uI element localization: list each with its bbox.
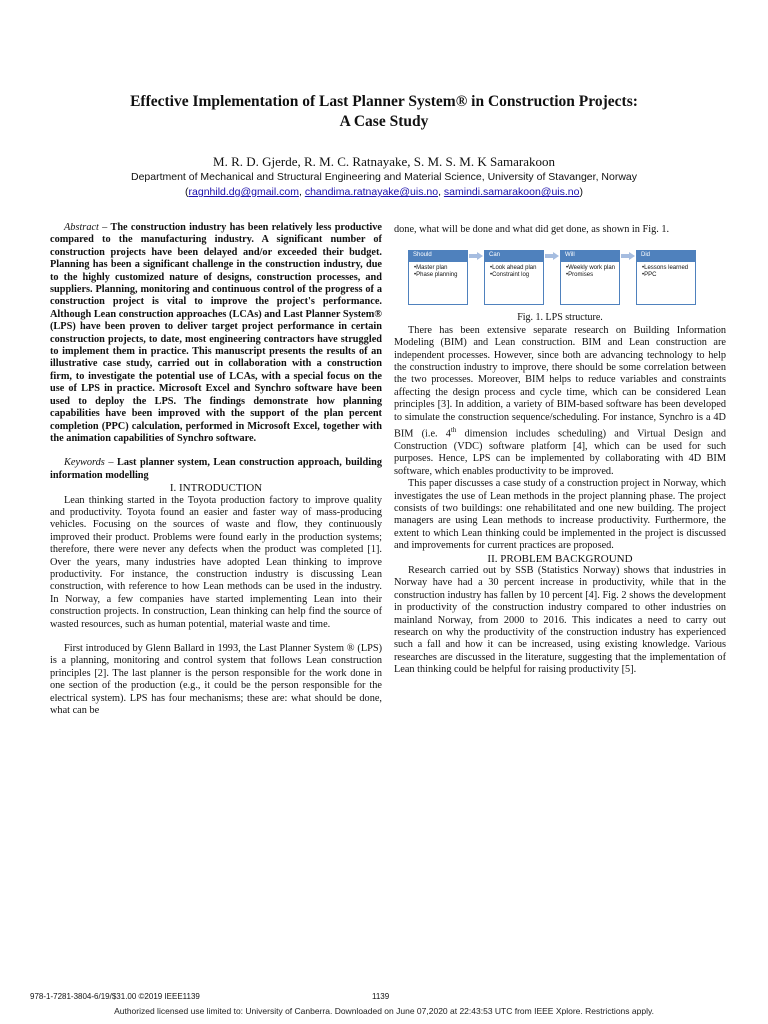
- paren-close: ): [579, 186, 583, 198]
- left-column: [50, 222, 382, 717]
- keywords: [50, 457, 382, 482]
- arrow-right-icon: [469, 252, 483, 260]
- paper-title: [40, 92, 728, 132]
- case-study-paragraph: This paper discusses a case study of a construction project in Norway, which investigates the use of Lean methods in the project planning phase. The project consists of two buildings: one rehabilitated and one new building. The project managers are using Lean methods to increase productivity. Furthermore, the extent to which Lean thinking could be implemented in the project is discussed and improvements for current practices are proposed.: [394, 478, 726, 552]
- bim-paragraph: [394, 325, 726, 478]
- lps-stage-items: [408, 261, 468, 305]
- abstract: [50, 222, 382, 445]
- lps-stage-title: Can: [484, 250, 544, 261]
- lps-stage-should: [408, 250, 468, 305]
- superscript: th: [450, 426, 457, 435]
- lps-stage-title: Should: [408, 250, 468, 261]
- title-line-2: A Case Study: [339, 113, 429, 130]
- email-link-1[interactable]: ragnhild.dg@gmail.com: [188, 186, 299, 198]
- lps-stage-items: [484, 261, 544, 305]
- right-column: [394, 224, 726, 677]
- intro-paragraph-2: First introduced by Glenn Ballard in 1993, the Last Planner System ® (LPS) is a planning, monitoring and control system that follows Lean construction principles [2]. The last planner is the person responsible for the work done in one section of the production (e.g., it could be the person responsible for the electrical system). LPS has four mechanisms; these are: what should be done, what can be: [50, 643, 382, 717]
- lps-stage-title: Will: [560, 250, 620, 261]
- lps-stage-will: [560, 250, 620, 305]
- abstract-text: The construction industry has been relatively less productive compared to the manufacturing industry. A significant number of construction projects have been delayed and/or exceeded their budget. Planning has been a significant challenge in the construction industry, due to the highly customized nature of designs, construction processes, and suppliers. Planning, monitoring and continuous control of the progress of a construction project is vital to improve the project's performance. Although Lean construction approaches (LCAs) and Last Planner System® (LPS) have been proven to deliver target project performance in certain construction projects, to date, most engineering contractors have struggled to implement them in practice. This manuscript presents the results of an illustrative case study, carried out in collaboration with a construction firm, to investigate the potential use of LCAs, with a special focus on the use of LPS in practice. Microsoft Excel and Synchro software have been used to deploy the LPS. The findings demonstrate how planning capabilities have been improved with the support of the plan percent completion (PPC) calculation, performed in Microsoft Excel, together with the animation capabilities of Synchro software.: [50, 222, 382, 444]
- section-heading-problem-background: II. PROBLEM BACKGROUND: [487, 552, 633, 565]
- email-separator: ,: [298, 186, 305, 198]
- email-line: [40, 185, 728, 200]
- lps-stage-items: [560, 261, 620, 305]
- affiliation: Department of Mechanical and Structural Engineering and Material Science, University of Stavanger, Norway: [130, 171, 637, 183]
- keywords-text: Last planner system, Lean construction approach, building information modelling: [50, 457, 382, 481]
- lps-stage-items: [636, 261, 696, 305]
- abstract-lead: Abstract –: [64, 222, 108, 233]
- section-heading-introduction: I. INTRODUCTION: [169, 482, 263, 495]
- lps-stage-item: •Weekly work plan: [566, 265, 616, 272]
- problem-paragraph: Research carried out by SSB (Statistics Norway) shows that industries in Norway have had a 30 percent increase in productivity, while that in the construction industry has fallen by 10 percent [4]. Fig. 2 shows the development in productivity of the construction industry compared to other industries on mainland Norway, from 2000 to 2016. This indicates a need to carry out research on why the productivity of the construction industry has experienced such a fall and how it can be increased, using existing knowledge. Various researches are discussed in the literature, suggesting that the implementation of Lean thinking could be helpful for raising productivity [5].: [394, 564, 726, 676]
- lps-stage-item: •Look ahead plan: [490, 265, 537, 272]
- intro-paragraph-1: Lean thinking started in the Toyota production factory to improve quality and productivity. Toyota found an easier and faster way of mass-producing vehicles. Focusing on the sources of waste and flow, they continuously improved their product. Problems were found early in the production systems; therefore, there were never any defects when the product was completed [1]. Over the years, many industries have adopted Lean thinking to improve productivity. For instance, the construction industry is discussing Lean construction, with reference to how Lean methods can be used in the industry. In Norway, a few companies have started implementing Lean into their construction projects. In construction, Lean thinking can help find the source of wasted resources, such as human potential, material waste and time.: [50, 494, 382, 630]
- lps-stage-title: Did: [636, 250, 696, 261]
- title-line-1: Effective Implementation of Last Planner System® in Construction Projects:: [130, 93, 638, 110]
- figure-caption: Fig. 1. LPS structure.: [517, 312, 603, 324]
- lps-stage-item: •Master plan: [414, 265, 448, 272]
- lps-structure-figure: [408, 250, 708, 312]
- lps-stage-did: [636, 250, 696, 305]
- intro-paragraph-2-continued: done, what will be done and what did get done, as shown in Fig. 1.: [394, 224, 670, 235]
- keywords-lead: Keywords –: [64, 457, 114, 469]
- lps-stage-item: •Promises: [566, 272, 594, 279]
- footer-isbn: 978-1-7281-3804-6/19/$31.00 ©2019 IEEE1139: [30, 992, 200, 1001]
- email-link-2[interactable]: chandima.ratnayake@uis.no: [304, 186, 439, 198]
- lps-stage-item: •Lessons learned: [642, 265, 689, 272]
- arrow-right-icon: [621, 252, 635, 260]
- arrow-right-icon: [545, 252, 559, 260]
- lps-stage-item: •Constraint log: [490, 272, 530, 279]
- bim-text-b: dimension includes scheduling) and Virtual Design and Construction (VDC) software platform [4], which can be used for such purposes. Hence, LPS can be implemented by collaborating with 4D BIM software, which enables productivity to be improved.: [394, 428, 726, 477]
- email-link-3[interactable]: samindi.samarakoon@uis.no: [443, 186, 580, 198]
- affiliation-block: [40, 170, 728, 200]
- lps-stage-item: •Phase planning: [414, 272, 458, 279]
- page-number: 1139: [372, 992, 390, 1001]
- bim-text-a: There has been extensive separate research on Building Information Modeling (BIM) and Lean construction. BIM and Lean construction are independent processes. However, since both are advancing technology to help the construction industry to improve, there should be some correlation between the two processes. Moreover, BIM helps to reduce variables and constraints affecting the design process and cycle time, which can be considered Lean principles [3]. In addition, a variety of BIM-based software has been developed to simulate the construction sequence/scheduling. For instance, Synchro is a 4D BIM (i.e. 4: [394, 324, 726, 440]
- paren-open: (: [185, 186, 189, 198]
- lps-stage-can: [484, 250, 544, 305]
- email-separator: ,: [438, 186, 444, 198]
- lps-stage-item: •PPC: [642, 272, 657, 279]
- author-list: M. R. D. Gjerde, R. M. C. Ratnayake, S. M. S. M. K Samarakoon: [213, 154, 555, 169]
- license-notice: Authorized licensed use limited to: University of Canberra. Downloaded on June 07,2020 at 22:43:53 UTC from IEEE Xplore. Restrictions apply.: [114, 1006, 654, 1016]
